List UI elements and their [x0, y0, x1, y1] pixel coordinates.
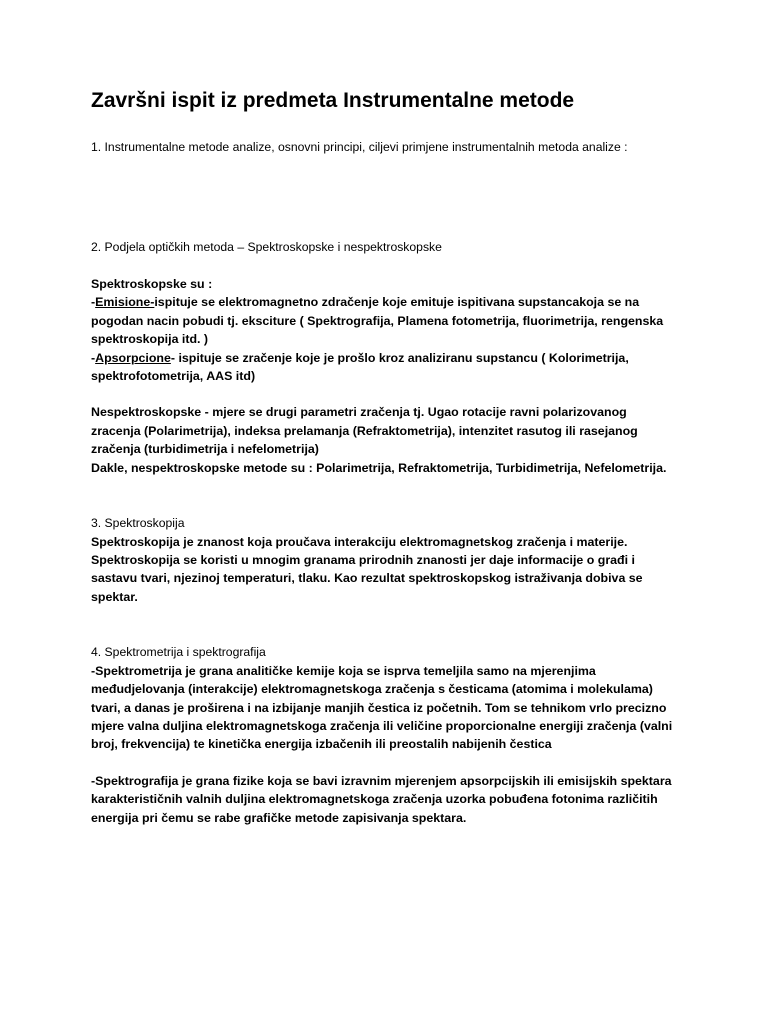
text-line: tvari, a danas je proširena i na izbijanje manjih čestica iz početnih. Tom se tehnikom vrlo precizno [91, 700, 667, 715]
spacer [91, 256, 691, 275]
section-4-heading: 4. Spektrometrija i spektrografija [91, 645, 266, 660]
text-line: mjere valna duljina elektromagnetskoga zračenja ili veličine proporcionalne energiji zračenja (valni [91, 718, 673, 733]
spektrografija-paragraph [91, 772, 691, 827]
text-line: spektrofotometrija, AAS itd) [91, 369, 256, 384]
emisione-line [91, 293, 691, 311]
text-line: Dakle, nespektroskopske metode su : Polarimetrija, Refraktometrija, Turbidimetrija, Nefelometrija. [91, 460, 667, 475]
spacer [91, 606, 691, 643]
text-line: broj, frekvencija) te kinetička energija izbačenih ili preostalih nabijenih čestica [91, 737, 552, 752]
text-line: spektar. [91, 589, 138, 604]
text-line: međudjelovanja (interakcije) elektromagnetskoga zračenja s česticama (atomima i molekulama) [91, 682, 653, 697]
spektroskopija-paragraph [91, 533, 691, 607]
section-2-heading: 2. Podjela optičkih metoda – Spektroskopske i nespektroskopske [91, 239, 442, 254]
emisione-text: ispituje se elektromagnetno zdračenje koje emituje ispitivana supstancakoja se na [154, 295, 640, 310]
text-line: -Spektrometrija je grana analitičke kemije koja se isprva temeljila samo na mjerenjima [91, 663, 596, 678]
text-line: sastavu tvari, njezinoj temperaturi, tlaku. Kao rezultat spektroskopskog istraživanja dobiva se [91, 571, 643, 586]
spacer [91, 477, 691, 514]
text-line: Spektroskopske su : [91, 277, 213, 291]
document-title: Završni ispit iz predmeta Instrumentalne metode [91, 89, 575, 112]
emisione-term: Emisione- [95, 295, 155, 310]
apsorpcione-term: Apsorpcione [95, 350, 171, 365]
text-line: karakterističnih valnih duljina elektromagnetskoga zračenja uzorka pobuđena fotonima različitih [91, 792, 658, 807]
spacer [91, 157, 691, 238]
text-line: energija pri čemu se rabe grafičke metode zapisivanja spektara. [91, 810, 467, 825]
spektroskopske-paragraph [91, 275, 691, 385]
spacer [91, 385, 691, 403]
spektrometrija-paragraph [91, 662, 691, 754]
text-line: Spektroskopija je znanost koja proučava interakciju elektromagnetskog zračenja i materije. [91, 534, 628, 549]
nespektroskopske-paragraph [91, 403, 691, 477]
text-line: zračenja (turbidimetrija i nefelometrija) [91, 442, 319, 457]
text-line: Nespektroskopske - mjere se drugi parametri zračenja tj. Ugao rotacije ravni polarizovanog [91, 405, 627, 420]
text-line: -Spektrografija je grana fizike koja se bavi izravnim mjerenjem apsorpcijskih ili emisijskih spektara [91, 773, 672, 788]
spacer [91, 754, 691, 772]
dash: - [91, 295, 96, 310]
document-page [91, 86, 691, 827]
section-3-heading: 3. Spektroskopija [91, 516, 185, 531]
text-line: spektroskopija itd. ) [91, 332, 209, 347]
apsorpcione-line [91, 349, 691, 367]
apsorpcione-text: - ispituje se zračenje koje je prošlo kroz analiziranu supstancu ( Kolorimetrija, [170, 350, 629, 365]
dash: - [91, 350, 96, 365]
text-line: zracenja (Polarimetrija), indeksa prelamanja (Refraktometrija), intenzitet rasutog ili rasejanog [91, 423, 638, 438]
section-1-heading: 1. Instrumentalne metode analize, osnovni principi, ciljevi primjene instrumentalnih metoda analize : [91, 140, 628, 154]
text-line: pogodan nacin pobudi tj. eksciture ( Spektrografija, Plamena fotometrija, fluorimetrija, rengenska [91, 313, 664, 328]
text-line: Spektroskopija se koristi u mnogim granama prirodnih znanosti jer daje informacije o građi i [91, 552, 635, 567]
